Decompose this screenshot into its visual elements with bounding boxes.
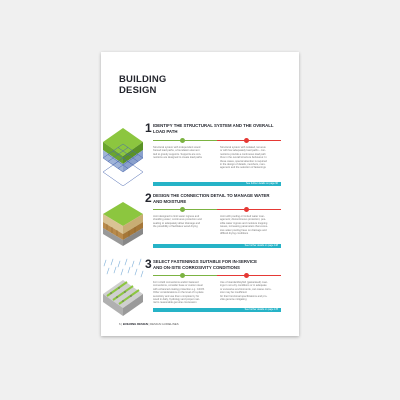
further-details-link[interactable]: See further details on page 178 xyxy=(153,308,281,312)
good-practice-text: For in-field connections and/or fastened connections, consider base or custom steel with enhanced coating protection e.g. C4/C5. Other considerations on the level of in-place sensitivity and use them complete by for wood in daily, hydrology and proper mat- rial to reasonable genuine concession xyxy=(153,281,205,305)
footer-section: BUILDING DESIGN xyxy=(122,322,148,326)
bad-marker-icon xyxy=(244,138,249,143)
page-title: BUILDING DESIGN xyxy=(119,74,167,96)
page-number: 6 xyxy=(119,322,121,326)
good-practice-text: Structural system with independent wood framed load paths, a foundation element tied to gravity supports. Supports are con- nections are designed to create load paths xyxy=(153,146,202,160)
bad-practice-text: Structural system with isolated, tenuous or with few adequately load paths - con- nections provide a continuous load path thus in the overall structure behaviour. In these cases, special attention is required in the design of details, members, man- agement and the selection of fastenings xyxy=(220,146,267,170)
connection-detail-illustration xyxy=(101,192,145,248)
good-bad-timeline xyxy=(153,273,281,278)
further-details-link[interactable]: See further details on page 148 xyxy=(153,244,281,248)
document-page xyxy=(101,52,299,336)
section-number: 1 xyxy=(145,121,152,135)
bad-marker-icon xyxy=(244,273,249,278)
page-footer: 6 | BUILDING DESIGN | DESIGN GUIDELINES xyxy=(119,322,179,326)
good-marker-icon xyxy=(180,273,185,278)
fastening-corrosion-illustration xyxy=(101,258,145,322)
bad-marker-icon xyxy=(244,207,249,212)
good-bad-timeline xyxy=(153,138,281,143)
good-marker-icon xyxy=(180,207,185,212)
footer-doc: DESIGN GUIDELINES xyxy=(150,322,179,326)
good-bad-timeline xyxy=(153,207,281,212)
section-title: DESIGN THE CONNECTION DETAIL TO MANAGE WATER AND MOISTURE xyxy=(153,193,270,204)
section-number: 3 xyxy=(145,257,152,271)
bad-practice-text: Use of standard/stylish (galvanised) coat- ings in non-dry conditions or in adequate or excessive environments, can cause corro- sion may be insufficient for their functional specifications and pro- vide genuine mitigating xyxy=(220,281,272,301)
structural-system-illustration xyxy=(101,122,145,186)
good-marker-icon xyxy=(180,138,185,143)
further-details-link[interactable]: See further details on page 90 xyxy=(153,182,281,186)
section-title: IDENTIFY THE STRUCTURAL SYSTEM AND THE OVERALL LOAD PATH xyxy=(153,123,274,134)
bad-practice-text: Joint with pooling or limited water man- agement; discontinuous protection; pos- sible water ingress and moisture trapping issues, increasing parameters that exces- sive water pooling have on drainage and difficult drying conditions xyxy=(220,215,268,235)
section-number: 2 xyxy=(145,191,152,205)
good-practice-text: Joint designed to limit water ingress and shedding water; continuous protection and sealing to adequately allow drainage and the possibility of facilitates wood drying xyxy=(153,215,202,229)
section-title: SELECT FASTENINGS SUITABLE FOR IN-SERVICE AND ON-SITE CORROSIVITY CONDITIONS xyxy=(153,259,257,270)
